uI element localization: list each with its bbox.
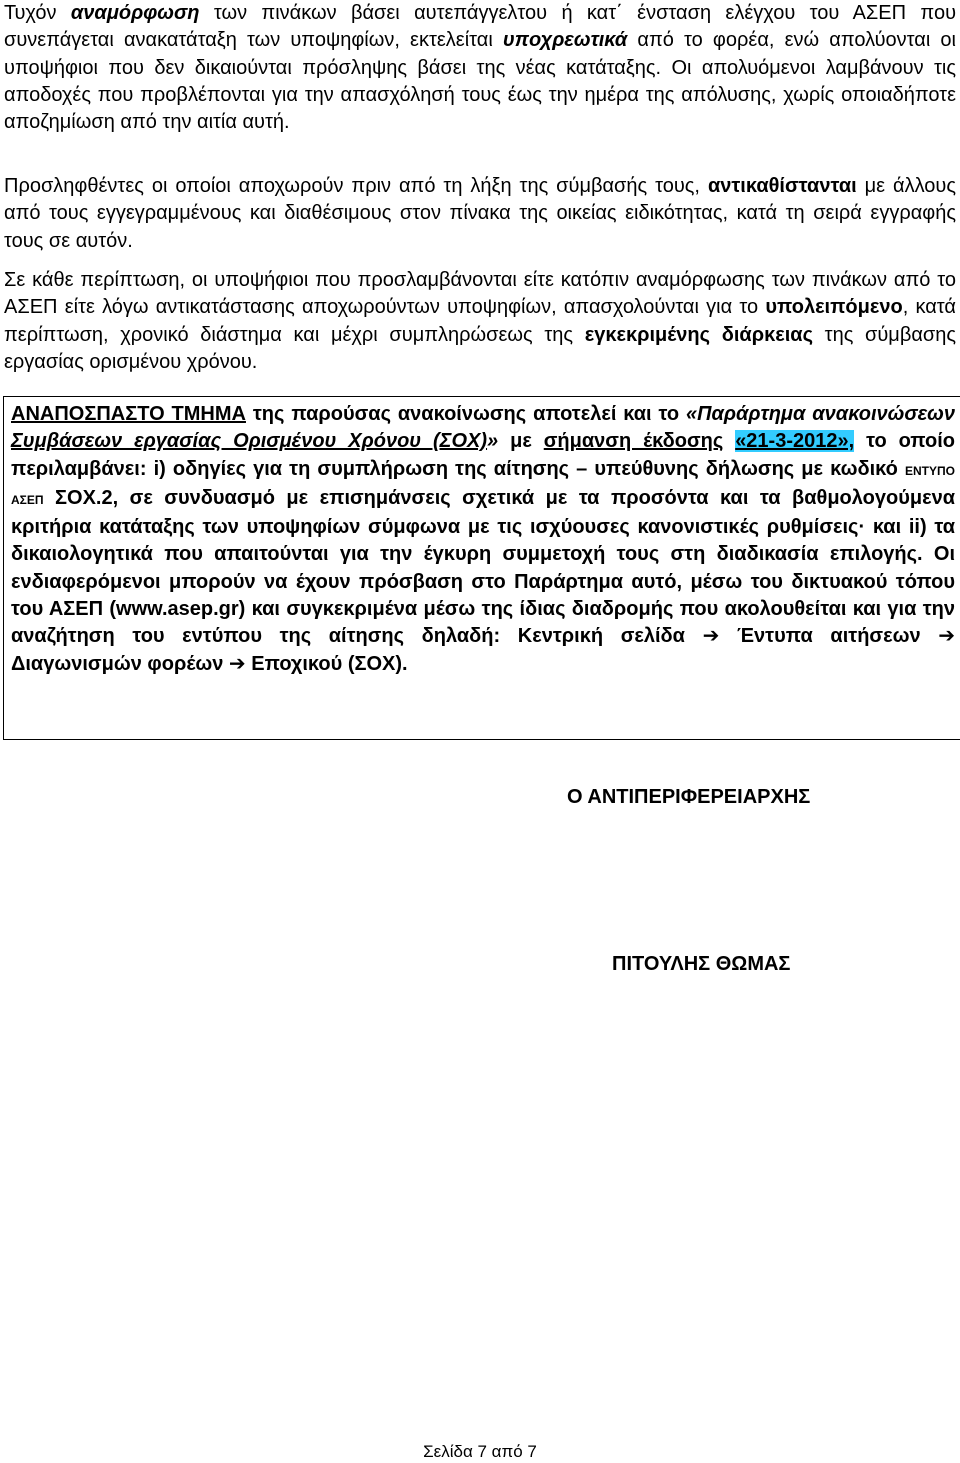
arrow-right-icon: ➔: [702, 625, 720, 648]
form-code-small: ΕΝΤΥΠΟ ΑΣΕΠ: [11, 463, 955, 507]
path-home: Κεντρική σελίδα: [517, 625, 685, 648]
annex-suffix: »: [487, 430, 499, 453]
notice-text-5: ΣΟΧ.2, σε συνδυασμό με επισημάνσεις σχετικά με τα προσόντα και τα βαθμολογούμενα κριτήρια κατάταξης των υποψηφίων σύμφωνα με τις ισχύουσες κανονιστικές ρυθμίσεις· και ii) τα δικαιολογητικά που απαιτούνται για την έγκυρη συμμετοχή τους στη διαδικασία επιλογής. Οι ενδιαφερόμενοι μπορούν να έχουν πρόσβαση στο Παράρτημα αυτό, μέσω του δικτυακού τόπου του ΑΣΕΠ (www.asep.gr) και συγκεκριμένα μέσω της ίδιας διαδρομής που ακολουθείται και για την αναζήτηση του εντύπου της αίτησης δηλαδή:: [11, 486, 955, 648]
path-forms: Έντυπα αιτήσεων: [737, 625, 921, 648]
path-competitions: Διαγωνισμών φορέων: [11, 652, 224, 675]
p3-text-2: , κατά περίπτωση, χρονικό διάστημα και μέχρι συμπληρώσεως της: [4, 296, 956, 346]
p1-bold-mandatory: υποχρεωτικά: [502, 29, 628, 52]
p1-text-2: των πινάκων βάσει αυτεπάγγελτου ή κατ΄ ένσταση ελέγχου του ΑΣΕΠ που συνεπάγεται ανακατάταξη των υποψηφίων, εκτελείται: [4, 2, 957, 52]
p2-text-2: με άλλους από τους εγγεγραμμένους και διαθέσιμους στον πίνακα της οικείας ειδικότητας, κατά τη σειρά εγγραφής τους σε αυτόν.: [4, 175, 956, 252]
p1-bold-reformulation: αναμόρφωση: [70, 2, 200, 24]
notice-text-2: με: [498, 430, 544, 453]
p3-text-3: της σύμβασης εργασίας ορισμένου χρόνου.: [4, 323, 956, 373]
notice-text-3: [723, 430, 735, 452]
arrow-right-icon: ➔: [938, 625, 955, 648]
notice-text-4: το οποίο περιλαμβάνει: i) οδηγίες για τη συμπλήρωση της αίτησης – υπεύθυνης δήλωσης με κωδικό: [11, 430, 955, 480]
p2-bold-replaced: αντικαθίστανται: [707, 175, 857, 197]
p3-bold-approved-duration: εγκεκριμένης διάρκειας: [584, 323, 813, 346]
signatory-name: ΠΙΤΟΥΛΗΣ ΘΩΜΑΣ: [612, 953, 791, 975]
notice-text-1: της παρούσας ανακοίνωσης αποτελεί και το: [245, 403, 687, 425]
annex-prefix: «Παράρτημα ανακοινώσεων: [686, 403, 955, 425]
paragraph-duration: [4, 267, 956, 376]
paragraph-replacement: [4, 173, 956, 255]
detachable-section-box: [3, 396, 960, 740]
edition-label: σήμανση έκδοσης: [543, 430, 724, 453]
page-number: Σελίδα 7 από 7: [423, 1442, 537, 1461]
signatory-title: Ο ΑΝΤΙΠΕΡΙΦΕΡΕΙΑΡΧΗΣ: [567, 786, 811, 808]
detachable-heading: ΑΝΑΠΟΣΠΑΣΤΟ ΤΜΗΜΑ: [11, 403, 246, 425]
edition-date: «21-3-2012»,: [735, 430, 855, 453]
p3-bold-remaining: υπολειπόμενο: [765, 296, 903, 319]
p2-text-1: Προσληφθέντες οι οποίοι αποχωρούν πριν από τη λήξη της σύμβασής τους,: [4, 175, 708, 197]
arrow-right-icon: ➔: [228, 652, 246, 675]
detachable-section-text: [11, 401, 955, 678]
paragraph-reformulation: [4, 0, 956, 136]
p3-text-1: Σε κάθε περίπτωση, οι υποψήφιοι που προσλαμβάνονται είτε κατόπιν αναμόρφωσης των πινάκων από το ΑΣΕΠ είτε λόγω αντικατάστασης αποχωρούντων υποψηφίων, απασχολούνται για το: [4, 269, 956, 319]
path-seasonal: Εποχικού (ΣΟΧ).: [251, 652, 408, 675]
annex-underlined: Συμβάσεων εργασίας Ορισμένου Χρόνου (ΣΟΧ): [11, 430, 488, 453]
p1-text-1: Τυχόν: [4, 2, 71, 24]
p1-text-3: από το φορέα, ενώ απολύονται οι υποψήφιοι που δεν δικαιούνται πρόσληψης βάσει της νέας κατάταξης. Οι απολυόμενοι λαμβάνουν τις αποδοχές που προβλέπονται για την απασχόλησή τους έως την ημέρα της απόλυσης, χωρίς οποιαδήποτε αποζημίωση από την αιτία αυτή.: [4, 29, 956, 134]
